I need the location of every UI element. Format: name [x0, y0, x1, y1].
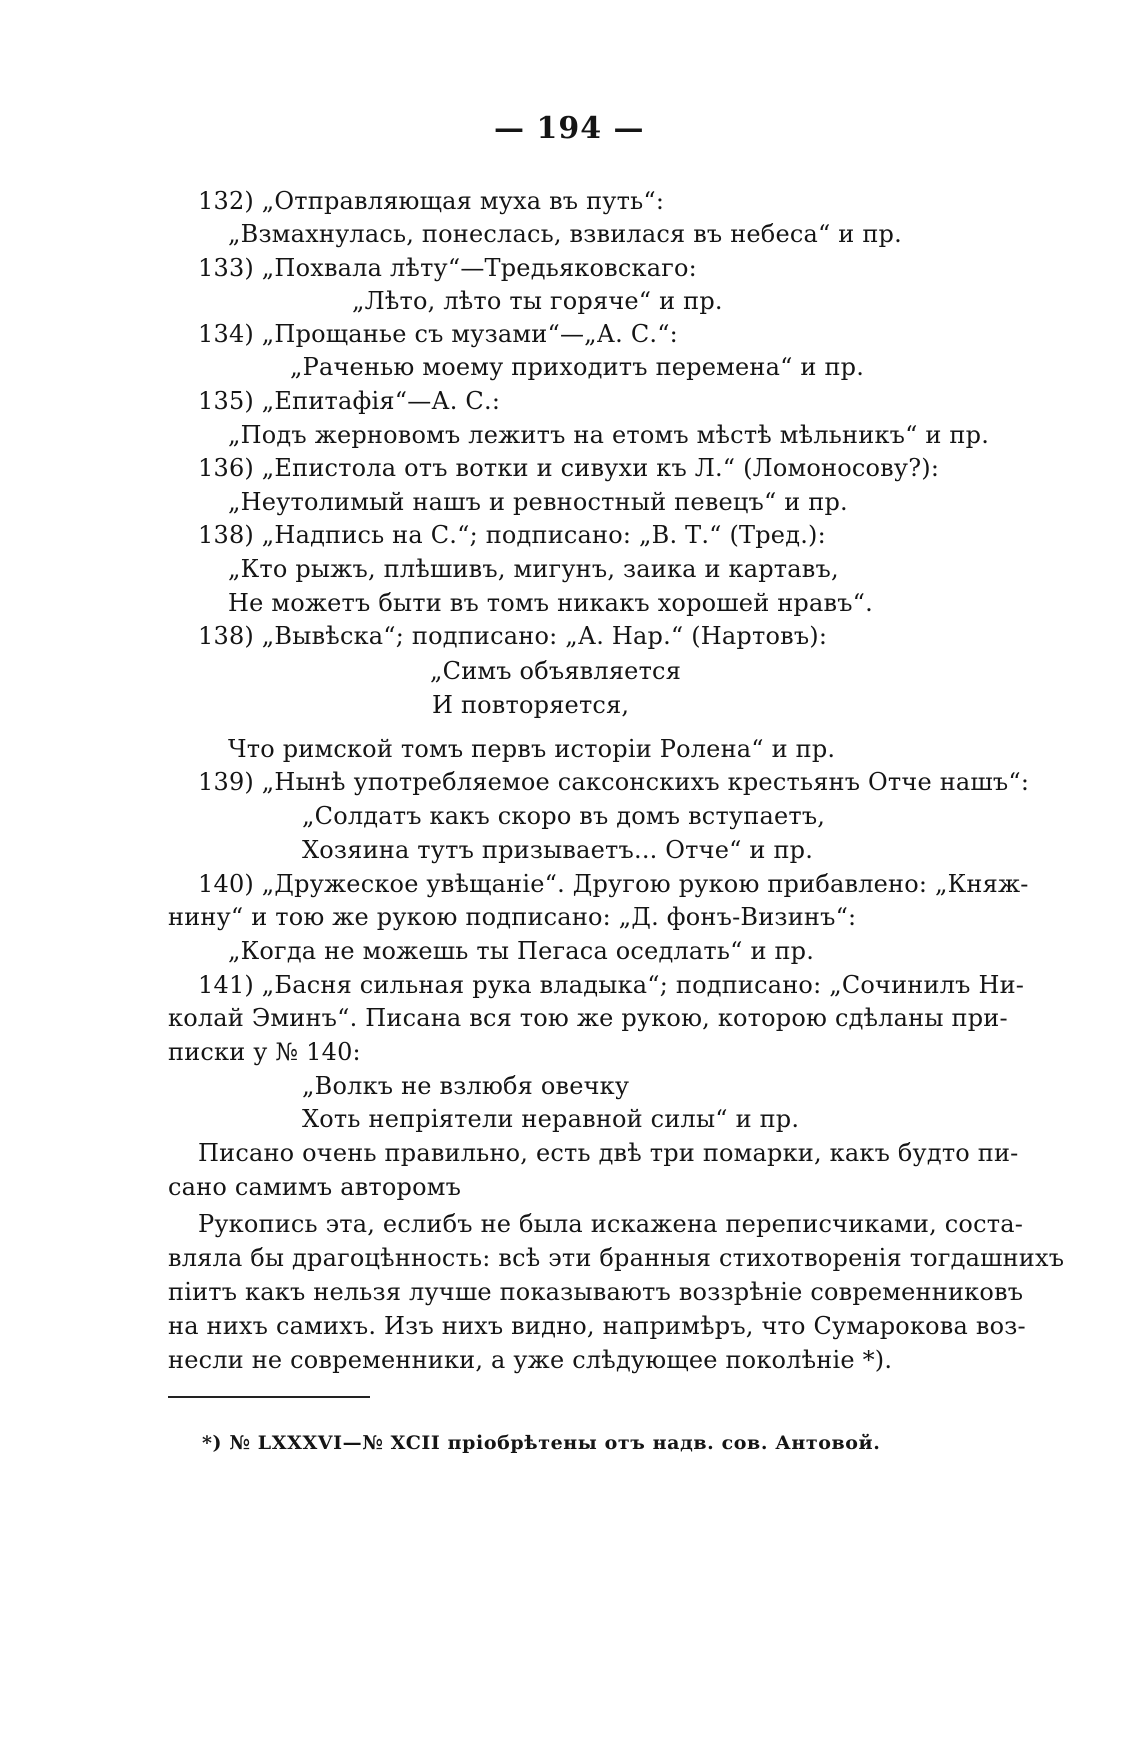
entry-138b-verse-3: Что римской томъ первъ исторіи Ролена“ и пр.	[228, 735, 836, 763]
entry-133-quote: „Лѣто, лѣто ты горяче“ и пр.	[352, 287, 723, 315]
entry-141-line-2: колай Эминъ“. Писана вся тою же рукою, которою сдѣланы при-	[168, 1004, 1008, 1032]
note-paragraph-line-1: Писано очень правильно, есть двѣ три помарки, какъ будто пи-	[198, 1139, 1019, 1167]
conclusion-line-1: Рукопись эта, еслибъ не была искажена переписчиками, соста-	[198, 1210, 1024, 1238]
entry-141-line-3: писки у № 140:	[168, 1038, 361, 1066]
entry-138b-verse-1: „Симъ объявляется	[430, 657, 682, 685]
footnote: *) № LXXXVI—№ XCII пріобрѣтены отъ надв. сов. Антовой.	[202, 1432, 881, 1454]
entry-140-line-1: 140) „Дружеское увѣщаніе“. Другою рукою прибавлено: „Княж-	[198, 870, 1029, 898]
footnote-rule	[168, 1396, 370, 1398]
entry-132-heading: 132) „Отправляющая муха въ путь“:	[198, 187, 665, 215]
conclusion-line-2: вляла бы драгоцѣнность: всѣ эти бранныя стихотворенія тогдашнихъ	[168, 1244, 1065, 1272]
entry-141-verse-2: Хоть непріятели неравной силы“ и пр.	[302, 1105, 800, 1133]
entry-138b-heading: 138) „Вывѣска“; подписано: „А. Нар.“ (Нартовъ):	[198, 622, 828, 650]
entry-138a-verse-2: Не можетъ быти въ томъ никакъ хорошей нравъ“.	[228, 589, 873, 617]
entry-136-quote: „Неутолимый нашъ и ревностный певецъ“ и пр.	[228, 488, 848, 516]
entry-139-verse-2: Хозяина тутъ призываетъ... Отче“ и пр.	[302, 836, 814, 864]
conclusion-line-3: піитъ какъ нельзя лучше показываютъ воззрѣніе современниковъ	[168, 1278, 1024, 1306]
entry-134-heading: 134) „Прощанье съ музами“—„А. С.“:	[198, 320, 678, 348]
entry-135-quote: „Подъ жерновомъ лежитъ на етомъ мѣстѣ мѣльникъ“ и пр.	[228, 421, 990, 449]
entry-138b-verse-2: И повторяется,	[432, 691, 630, 719]
entry-132-quote: „Взмахнулась, понеслась, взвилася въ небеса“ и пр.	[228, 220, 902, 248]
entry-138a-heading: 138) „Надпись на С.“; подписано: „В. Т.“ (Тред.):	[198, 521, 826, 549]
entry-133-heading: 133) „Похвала лѣту“—Тредьяковскаго:	[198, 254, 697, 282]
page-number: — 194 —	[494, 111, 645, 146]
entry-139-verse-1: „Солдатъ какъ скоро въ домъ вступаетъ,	[302, 802, 826, 830]
entry-141-verse-1: „Волкъ не взлюбя овечку	[302, 1072, 630, 1100]
conclusion-line-5: несли не современники, а уже слѣдующее поколѣніе *).	[168, 1346, 893, 1374]
entry-136-heading: 136) „Епистола отъ вотки и сивухи къ Л.“ (Ломоносову?):	[198, 454, 940, 482]
entry-134-quote: „Раченью моему приходитъ перемена“ и пр.	[290, 353, 865, 381]
entry-140-line-2: нину“ и тою же рукою подписано: „Д. фонъ-Визинъ“:	[168, 903, 857, 931]
conclusion-line-4: на нихъ самихъ. Изъ нихъ видно, напримѣръ, что Сумарокова воз-	[168, 1312, 1026, 1340]
entry-139-heading: 139) „Нынѣ употребляемое саксонскихъ крестьянъ Отче нашъ“:	[198, 768, 1030, 796]
entry-140-quote: „Когда не можешь ты Пегаса оседлать“ и пр.	[228, 937, 815, 965]
entry-141-line-1: 141) „Басня сильная рука владыка“; подписано: „Сочинилъ Ни-	[198, 971, 1025, 999]
entry-135-heading: 135) „Епитафія“—А. С.:	[198, 387, 501, 415]
entry-138a-verse-1: „Кто рыжъ, плѣшивъ, мигунъ, заика и картавъ,	[228, 555, 839, 583]
note-paragraph-line-2: сано самимъ авторомъ	[168, 1173, 462, 1201]
